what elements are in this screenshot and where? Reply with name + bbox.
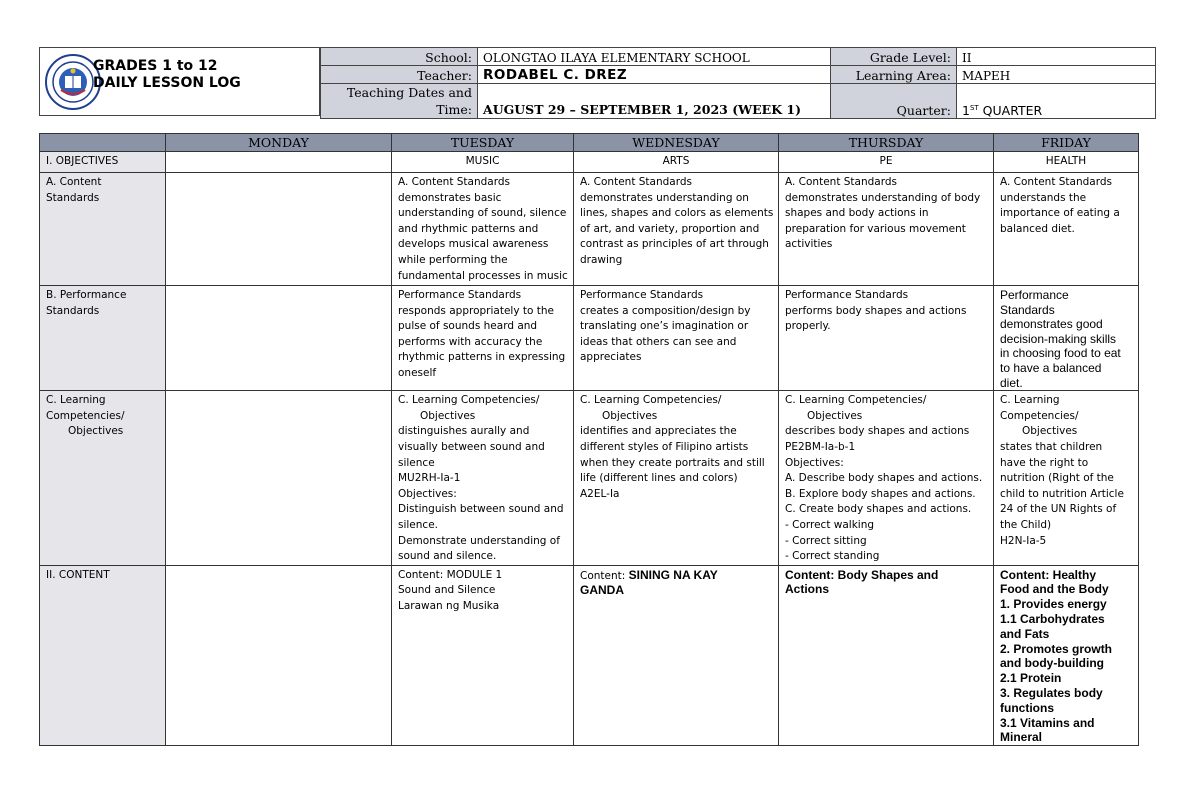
text-line: Standards [46, 304, 100, 317]
text-line: Performance Standards [398, 289, 522, 301]
content-standards-row [40, 173, 1139, 286]
text-line: understanding of sound, silence [398, 207, 567, 220]
text-line: creates a composition/design by [580, 304, 751, 317]
text-line: Standards [46, 191, 100, 204]
text-line: to have a balanced [1000, 360, 1102, 375]
text-line: Objectives [602, 409, 658, 422]
text-line: Objectives [807, 409, 863, 422]
text-line: ideas that others can see and [580, 335, 737, 348]
text-line: B. Explore body shapes and actions. [785, 487, 976, 500]
text-line: Objectives [420, 409, 476, 422]
text-line: A2EL-Ia [580, 487, 620, 500]
text-line: contrast as principles of art through [580, 238, 769, 251]
text-line: drawing [580, 253, 623, 266]
thursday-performance-standards [779, 286, 994, 391]
text-line: appreciates [580, 351, 642, 364]
text-line: fundamental processes in music [398, 269, 568, 282]
quarter-suffix: ST [969, 103, 979, 112]
text-line: translating one’s imagination or [580, 320, 749, 333]
text-line: distinguishes aurally and [398, 425, 530, 438]
text-line: A. Content [46, 176, 102, 188]
text-line: Performance Standards [785, 289, 909, 301]
text-line: nutrition (Right of the [1000, 472, 1114, 485]
text-line: C. Learning [1000, 394, 1060, 407]
text-line: Content: Healthy [1000, 567, 1096, 582]
text-line: Mineral [1000, 730, 1043, 745]
text-line: Larawan ng Musika [398, 599, 500, 612]
dates-label-line1: Teaching Dates and [346, 85, 472, 100]
tuesday-learning-competencies [392, 391, 574, 566]
text-line: oneself [398, 366, 437, 379]
tuesday-content [392, 565, 574, 746]
text-line: 2.1 Protein [1000, 671, 1062, 686]
text-line: pulse of sounds heard and [398, 320, 538, 333]
day-monday: MONDAY [166, 134, 392, 152]
text-line: C. Learning Competencies/ [785, 394, 927, 407]
text-line: develops musical awareness [398, 238, 549, 251]
text-line: preparation for various movement [785, 222, 966, 235]
monday-objectives [166, 152, 392, 173]
dates-value: AUGUST 29 – SEPTEMBER 1, 2023 (WEEK 1) [478, 84, 831, 119]
text-line: different styles of Filipino artists [580, 440, 749, 453]
text-line: Content: MODULE 1 [398, 568, 503, 581]
text-line: Performance Standards [580, 289, 704, 301]
text-line: sound and silence. [398, 550, 497, 563]
text-line: while performing the [398, 253, 508, 266]
text-line: - Correct walking [785, 518, 875, 531]
tuesday-performance-standards [392, 286, 574, 391]
performance-standards-row [40, 286, 1139, 391]
text-line: Competencies/ [46, 409, 125, 422]
text-line: Performance [1000, 288, 1069, 302]
teacher-label: Teacher: [321, 66, 478, 84]
friday-performance-standards [994, 286, 1139, 391]
text-line: silence [398, 456, 435, 469]
text-line: 3. Regulates body [1000, 686, 1103, 701]
text-line: identifies and appreciates the [580, 425, 737, 438]
corner-cell [40, 134, 166, 152]
text-line: Standards [1000, 302, 1055, 317]
text-line: describes body shapes and actions [785, 425, 970, 438]
lesson-log-table [39, 133, 1139, 746]
text-line: C. Learning Competencies/ [398, 394, 540, 407]
text-line: A. Content Standards [580, 176, 693, 188]
teacher-value: RODABEL C. DREZ [478, 66, 831, 84]
text-line: shapes and body actions in [785, 207, 929, 220]
learning-competencies-label [40, 391, 166, 566]
text-line: functions [1000, 700, 1054, 715]
text-line: 24 of the UN Rights of [1000, 503, 1117, 516]
text-line: Objectives [1022, 425, 1078, 438]
day-thursday: THURSDAY [779, 134, 994, 152]
learning-competencies-row [40, 391, 1139, 566]
header-title [93, 58, 241, 92]
text-line: and rhythmic patterns and [398, 222, 539, 235]
text-line: when they create portraits and still [580, 456, 765, 469]
text-line: in choosing food to eat [1000, 346, 1121, 361]
friday-subject: HEALTH [994, 152, 1139, 173]
text-line: A. Describe body shapes and actions. [785, 472, 983, 485]
thursday-subject: PE [779, 152, 994, 173]
day-wednesday: WEDNESDAY [574, 134, 779, 152]
text-line [580, 568, 772, 584]
text-line: Objectives [68, 425, 124, 438]
text-line: 1.1 Carbohydrates [1000, 612, 1105, 627]
text-line: demonstrates good [1000, 317, 1103, 332]
text-line: demonstrates understanding of body [785, 191, 981, 204]
objectives-label: I. OBJECTIVES [40, 152, 166, 173]
content-value: SINING NA KAY [625, 567, 718, 582]
text-line: Objectives: [785, 456, 844, 469]
quarter-number: 1 [962, 103, 970, 118]
text-line: - Correct standing [785, 550, 880, 563]
text-line: and Fats [1000, 626, 1050, 641]
text-line: C. Learning Competencies/ [580, 394, 722, 407]
text-line: balanced diet. [1000, 222, 1075, 235]
header-info-table [320, 47, 1156, 119]
content-row [40, 565, 1139, 746]
text-line: have the right to [1000, 456, 1089, 469]
content-standards-label [40, 173, 166, 286]
text-line: of art, and variety, proportion and [580, 222, 760, 235]
day-friday: FRIDAY [994, 134, 1139, 152]
text-line: demonstrates understanding on [580, 191, 749, 204]
thursday-learning-competencies [779, 391, 994, 566]
quarter-value [957, 84, 1156, 119]
header-title-line2: DAILY LESSON LOG [93, 75, 241, 91]
wednesday-content-standards [574, 173, 779, 286]
quarter-label: Quarter: [831, 84, 957, 119]
learning-area-label: Learning Area: [831, 66, 957, 84]
text-line: 3.1 Vitamins and [1000, 715, 1095, 730]
text-line: GANDA [580, 583, 624, 598]
monday-learning-competencies [166, 391, 392, 566]
text-line: rhythmic patterns in expressing [398, 351, 566, 364]
monday-content-standards [166, 173, 392, 286]
friday-learning-competencies [994, 391, 1139, 566]
quarter-text: QUARTER [978, 103, 1043, 118]
text-line: importance of eating a [1000, 207, 1120, 220]
content-label: II. CONTENT [40, 565, 166, 746]
text-line: - Correct sitting [785, 534, 867, 547]
text-line: properly. [785, 320, 831, 333]
performance-standards-label [40, 286, 166, 391]
tuesday-content-standards [392, 173, 574, 286]
school-label: School: [321, 48, 478, 66]
objectives-row [40, 152, 1139, 173]
thursday-content-standards [779, 173, 994, 286]
dates-label-line2: Time: [436, 102, 472, 117]
wednesday-content [574, 565, 779, 746]
text-line: decision-making skills [1000, 331, 1117, 346]
text-line: C. Learning [46, 394, 106, 407]
day-tuesday: TUESDAY [392, 134, 574, 152]
grade-label: Grade Level: [831, 48, 957, 66]
school-value: OLONGTAO ILAYA ELEMENTARY SCHOOL [478, 48, 831, 66]
text-line: Content: Body Shapes and [785, 567, 939, 582]
text-line: lines, shapes and colors as elements [580, 207, 774, 220]
text-line: activities [785, 238, 833, 251]
text-line: Sound and Silence [398, 584, 496, 597]
text-line: Actions [785, 582, 830, 597]
grade-value: II [957, 48, 1156, 66]
text-line: performs body shapes and actions [785, 304, 967, 317]
text-line: Distinguish between sound and [398, 503, 564, 516]
text-line: life (different lines and colors) [580, 472, 738, 485]
monday-content [166, 565, 392, 746]
text-line: 1. Provides energy [1000, 597, 1107, 612]
dates-label [321, 84, 478, 119]
content-prefix: Content: [580, 569, 626, 582]
text-line: Demonstrate understanding of [398, 534, 560, 547]
wednesday-learning-competencies [574, 391, 779, 566]
learning-area-value: MAPEH [957, 66, 1156, 84]
wednesday-subject: ARTS [574, 152, 779, 173]
text-line: A. Content Standards [785, 176, 898, 188]
tuesday-subject: MUSIC [392, 152, 574, 173]
text-line: B. Performance [46, 289, 127, 301]
text-line: performs with accuracy the [398, 335, 543, 348]
text-line: Competencies/ [1000, 409, 1079, 422]
text-line: H2N-Ia-5 [1000, 534, 1047, 547]
text-line: and body-building [1000, 656, 1104, 671]
text-line: responds appropriately to the [398, 304, 554, 317]
text-line: child to nutrition Article [1000, 487, 1124, 500]
wednesday-performance-standards [574, 286, 779, 391]
text-line: C. Create body shapes and actions. [785, 503, 972, 516]
day-header-row [40, 134, 1139, 152]
text-line: Food and the Body [1000, 582, 1109, 597]
header-title-line1: GRADES 1 to 12 [93, 58, 218, 74]
text-line: MU2RH-Ia-1 [398, 472, 461, 485]
text-line: diet. [1000, 375, 1023, 390]
text-line: visually between sound and [398, 440, 545, 453]
text-line: the Child) [1000, 518, 1052, 531]
friday-content-standards [994, 173, 1139, 286]
text-line: A. Content Standards [398, 176, 511, 188]
text-line: silence. [398, 518, 438, 531]
text-line: states that children [1000, 440, 1103, 453]
monday-performance-standards [166, 286, 392, 391]
text-line: PE2BM-Ia-b-1 [785, 440, 856, 453]
text-line: Objectives: [398, 487, 457, 500]
friday-content [994, 565, 1139, 746]
text-line: 2. Promotes growth [1000, 641, 1113, 656]
thursday-content [779, 565, 994, 746]
header-title-box [39, 47, 320, 116]
text-line: demonstrates basic [398, 191, 502, 204]
text-line: understands the [1000, 191, 1087, 204]
text-line: A. Content Standards [1000, 176, 1113, 188]
